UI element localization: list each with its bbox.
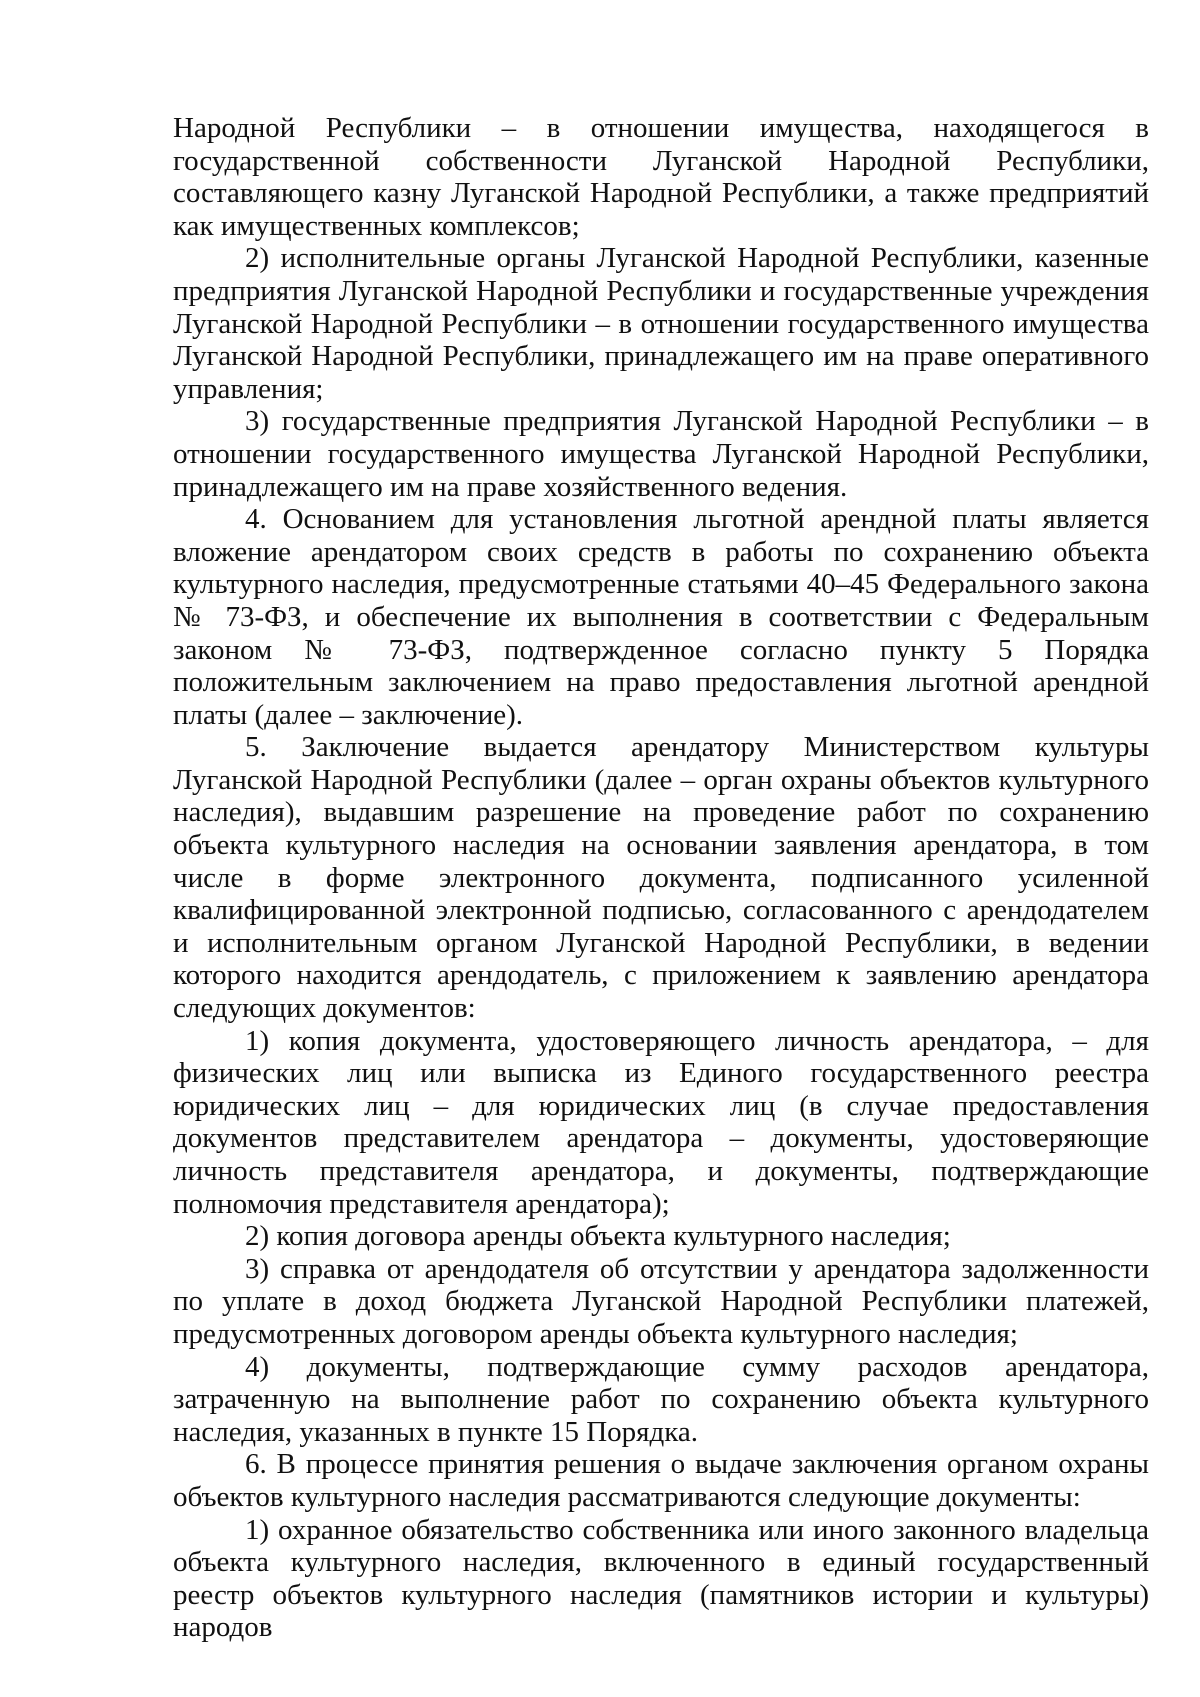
paragraph-clause-4: 4. Основанием для установления льготной арендной платы является вложение арендатором своих средств в работы по сохранению объекта культурного наследия, предусмотренные статьями 40–45 Федерального закона № 73-ФЗ, и обеспечение их выполнения в соответствии с Федеральным законом № 73-ФЗ, подтвержденное согласно пункту 5 Порядка положительным заключением на право предоставления льготной арендной платы (далее – заключение). — [173, 503, 1149, 731]
paragraph-continuation: Народной Республики – в отношении имущества, находящегося в государственной собственности Луганской Народной Республики, составляющего казну Луганской Народной Республики, а также предприятий как имущественных комплексов; — [173, 112, 1149, 242]
paragraph-item-1-protection-obligation: 1) охранное обязательство собственника или иного законного владельца объекта культурного наследия, включенного в единый государственный реестр объектов культурного наследия (памятников истории и культуры) народов — [173, 1513, 1149, 1644]
document-page — [173, 112, 1149, 1644]
paragraph-item-3-debt-certificate: 3) справка от арендодателя об отсутствии у арендатора задолженности по уплате в доход бюджета Луганской Народной Республики платежей, предусмотренных договором аренды объекта культурного наследия; — [173, 1252, 1149, 1350]
paragraph-item-2-executive-bodies: 2) исполнительные органы Луганской Народной Республики, казенные предприятия Луганской Народной Республики и государственные учреждения Луганской Народной Республики – в отношении государственного имущества Луганской Народной Республики, принадлежащего им на праве оперативного управления; — [173, 242, 1149, 405]
paragraph-item-2-lease-contract: 2) копия договора аренды объекта культурного наследия; — [245, 1220, 951, 1253]
paragraph-item-1-identity-document: 1) копия документа, удостоверяющего личность арендатора, – для физических лиц или выписка из Единого государственного реестра юридических лиц – для юридических лиц (в случае предоставления документов представителем арендатора – документы, удостоверяющие личность представителя арендатора, и документы, подтверждающие полномочия представителя арендатора); — [173, 1024, 1149, 1220]
paragraph-clause-6: 6. В процессе принятия решения о выдаче заключения органом охраны объектов культурного наследия рассматриваются следующие документы: — [173, 1448, 1149, 1513]
paragraph-clause-5: 5. Заключение выдается арендатору Министерством культуры Луганской Народной Республики (далее – орган охраны объектов культурного наследия), выдавшим разрешение на проведение работ по сохранению объекта культурного наследия на основании заявления арендатора, в том числе в форме электронного документа, подписанного усиленной квалифицированной электронной подписью, согласованного с арендодателем и исполнительным органом Луганской Народной Республики, в ведении которого находится арендодатель, с приложением к заявлению арендатора следующих документов: — [173, 731, 1149, 1025]
paragraph-item-3-state-enterprises: 3) государственные предприятия Луганской Народной Республики – в отношении государственного имущества Луганской Народной Республики, принадлежащего им на праве хозяйственного ведения. — [173, 405, 1149, 503]
paragraph-item-4-expense-documents: 4) документы, подтверждающие сумму расходов арендатора, затраченную на выполнение работ по сохранению объекта культурного наследия, указанных в пункте 15 Порядка. — [173, 1350, 1149, 1448]
